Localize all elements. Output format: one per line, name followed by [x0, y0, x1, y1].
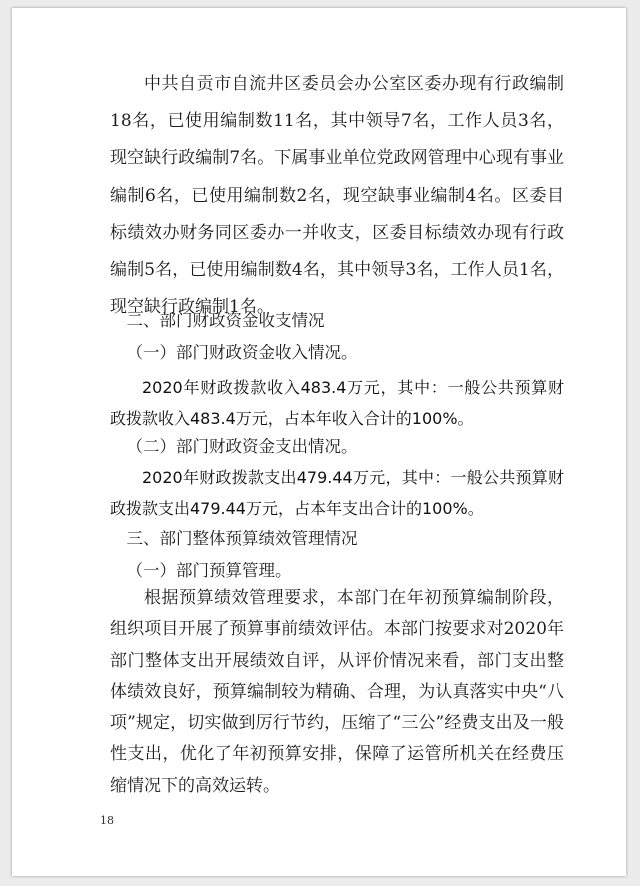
document-page — [12, 8, 626, 876]
page-number: 18 — [100, 814, 114, 827]
budget-management-paragraph: 根据预算绩效管理要求，本部门在年初预算编制阶段，组织项目开展了预算事前绩效评估。本部门按要求对2020年部门整体支出开展绩效自评，从评价情况来看，部门支出整体绩效良好，预算编制较为精确、合理，为认真落实中央“八项”规定，切实做到厉行节约，压缩了“三公”经费支出及一般性支出，优化了年初预算安排，保障了运管所机关在经费压缩情况下的高效运转。 — [110, 588, 564, 796]
staffing-paragraph: 中共自贡市自流井区委员会办公室区委办现有行政编制18名，已使用编制数11名，其中领导7名，工作人员3名，现空缺行政编制7名。下属事业单位党政网管理中心现有事业编制6名，已使用编制数2名，现空缺事业编制4名。区委目标绩效办财务同区委办一并收支，区委目标绩效办现有行政编制5名，已使用编制数4名，其中领导3名，工作人员1名，现空缺行政编制1名。 — [110, 74, 564, 318]
subheading-income: （一）部门财政资金收入情况。 — [126, 343, 358, 362]
section-heading-performance: 三、部门整体预算绩效管理情况 — [126, 529, 358, 548]
subheading-expenditure: （二）部门财政资金支出情况。 — [126, 437, 358, 456]
subheading-budget-management: （一）部门预算管理。 — [126, 561, 292, 580]
expenditure-paragraph: 2020年财政拨款支出479.44万元，其中：一般公共预算财政拨款支出479.44万元，占本年支出合计的100%。 — [110, 468, 564, 518]
income-paragraph: 2020年财政拨款收入483.4万元，其中：一般公共预算财政拨款收入483.4万元，占本年收入合计的100%。 — [110, 378, 564, 428]
section-heading-fund-status: 二、部门财政资金收支情况 — [126, 311, 325, 330]
